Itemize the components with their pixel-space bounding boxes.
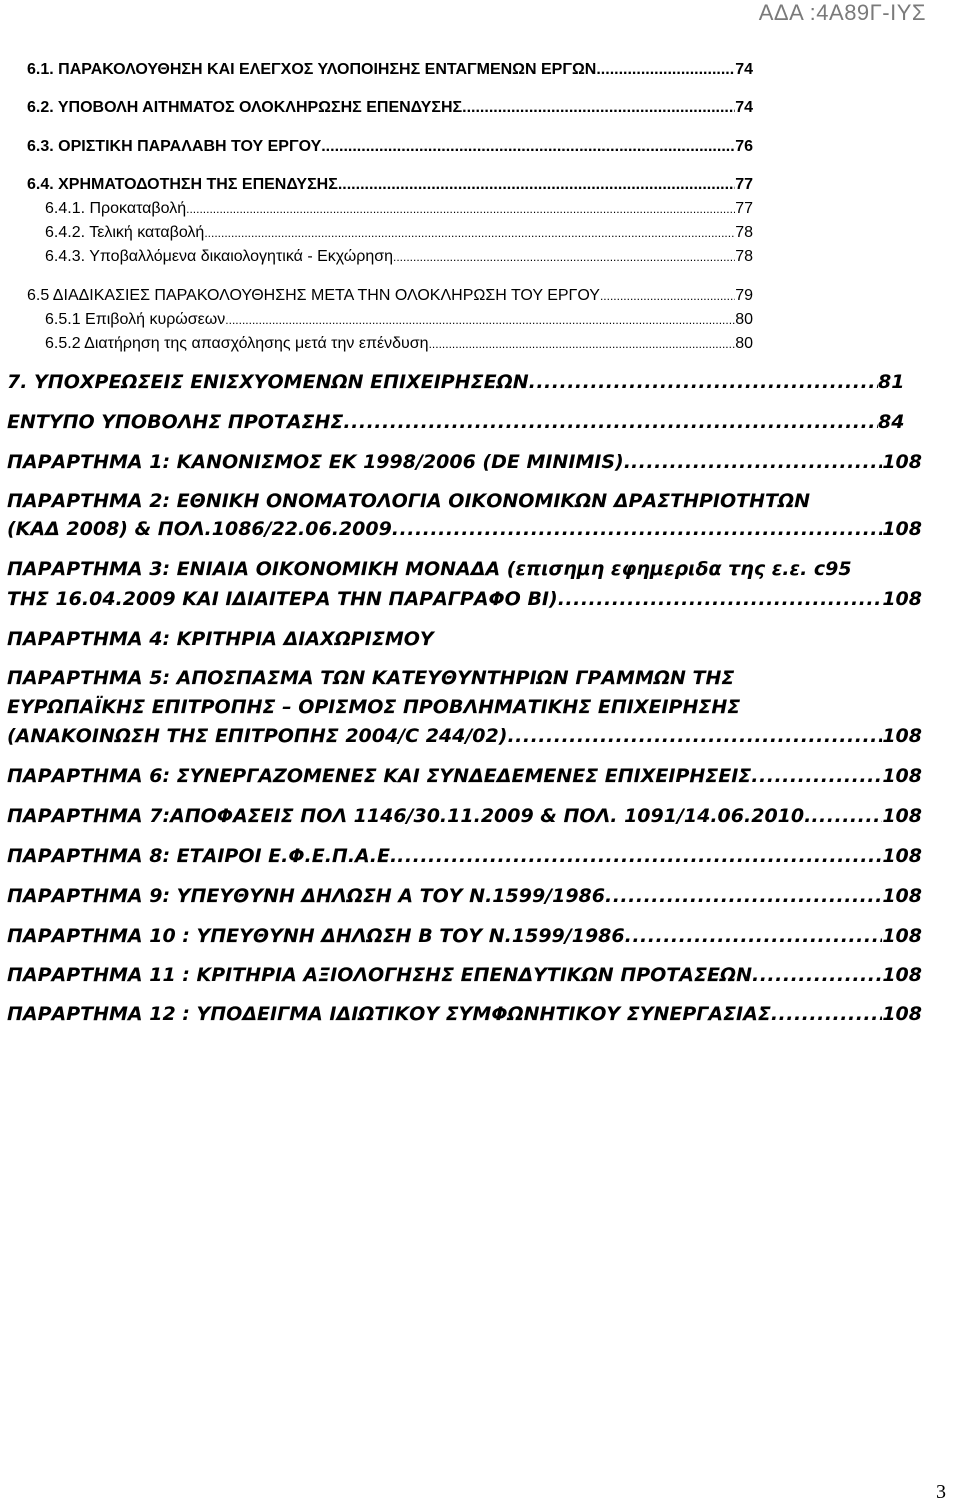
toc-entry-6-3[interactable] [27,138,753,156]
toc-entry-6-5-1[interactable] [45,311,753,329]
toc-entry-7[interactable] [7,371,922,393]
toc-entry-title: ΠΑΡΑΡΤΗΜΑ 6: ΣΥΝΕΡΓΑΖΟΜΕΝΕΣ ΚΑΙ ΣΥΝΔΕΔΕΜΕΝΕΣ ΕΠΙΧΕΙΡΗΣΕΙΣ [7,765,752,787]
toc-entry-6-4-1[interactable] [45,200,753,218]
toc-entry-6-1[interactable] [27,61,753,79]
toc-entry-page: 76 [735,138,753,155]
toc-entry-page: 108 [882,725,922,747]
toc-entry-title: (ΚΑΔ 2008) & ΠΟΛ.1086/22.06.2009 [7,518,392,540]
toc-entry-title: 6.5 ΔΙΑΔΙΚΑΣΙΕΣ ΠΑΡΑΚΟΛΟΥΘΗΣΗΣ ΜΕΤΑ ΤΗΝ ΟΛΟΚΛΗΡΩΣΗ ΤΟΥ ΕΡΓΟΥ [27,287,600,304]
toc-entry-6-5[interactable] [27,287,753,305]
toc-entry-title: 6.2. ΥΠΟΒΟΛΗ ΑΙΤΗΜΑΤΟΣ ΟΛΟΚΛΗΡΩΣΗΣ ΕΠΕΝΔΥΣΗΣ [27,99,463,116]
toc-entry-title: 6.4.3. Υποβαλλόμενα δικαιολογητικά - Εκχώρηση [45,248,393,265]
toc-entry-appendix-3-line1: ΠΑΡΑΡΤΗΜΑ 3: ΕΝΙΑΙΑ ΟΙΚΟΝΟΜΙΚΗ ΜΟΝΑΔΑ (επισημη εφημεριδα της ε.ε. c95 [7,558,852,580]
toc-entry-title: 6.3. ΟΡΙΣΤΙΚΗ ΠΑΡΑΛΑΒΗ ΤΟΥ ΕΡΓΟΥ [27,138,322,155]
toc-entry-title: 7. ΥΠΟΧΡΕΩΣΕΙΣ ΕΝΙΣΧΥΟΜΕΝΩΝ ΕΠΙΧΕΙΡΗΣΕΩΝ [7,371,529,393]
toc-entry-title: ΠΑΡΑΡΤΗΜΑ 7:ΑΠΟΦΑΣΕΙΣ ΠΟΛ 1146/30.11.2009 & ΠΟΛ. 1091/14.06.2010. [7,805,812,827]
toc-entry-page: 108 [882,1003,922,1025]
toc-entry-title: ΠΑΡΑΡΤΗΜΑ 10 : ΥΠΕΥΘΥΝΗ ΔΗΛΩΣΗ Β ΤΟΥ Ν.1599/1986 [7,925,625,947]
toc-entry-6-5-2[interactable] [45,335,753,353]
toc-entry-appendix-8[interactable] [7,845,922,867]
toc-entry-title: ΠΑΡΑΡΤΗΜΑ 11 : ΚΡΙΤΗΡΙΑ ΑΞΙΟΛΟΓΗΣΗΣ ΕΠΕΝΔΥΤΙΚΩΝ ΠΡΟΤΑΣΕΩΝ [7,964,752,986]
toc-entry-page: 84 [878,411,905,433]
toc-entry-appendix-9[interactable] [7,885,922,907]
toc-entry-page: 78 [735,224,753,241]
toc-entry-appendix-10[interactable] [7,925,922,947]
ada-code: ΑΔΑ :4Α89Γ-ΙΥΣ [758,0,926,25]
toc-entry-page: 108 [882,925,922,947]
toc-entry-page: 80 [735,335,753,352]
toc-entry-title: ΠΑΡΑΡΤΗΜΑ 12 : ΥΠΟΔΕΙΓΜΑ ΙΔΙΩΤΙΚΟΥ ΣΥΜΦΩΝΗΤΙΚΟΥ ΣΥΝΕΡΓΑΣΙΑΣ [7,1003,771,1025]
toc-entry-title: 6.4. ΧΡΗΜΑΤΟΔΟΤΗΣΗ ΤΗΣ ΕΠΕΝΔΥΣΗΣ [27,176,338,193]
toc-entry-appendix-11[interactable] [7,964,922,986]
toc-entry-page: 74 [735,99,753,116]
toc-entry-title: ΠΑΡΑΡΤΗΜΑ 8: ΕΤΑΙΡΟΙ Ε.Φ.Ε.Π.Α.Ε. [7,845,398,867]
toc-entry-6-4-3[interactable] [45,248,753,266]
toc-entry-page: 108 [882,588,922,610]
toc-entry-appendix-12[interactable] [7,1003,922,1025]
toc-entry-page: 77 [735,176,753,193]
toc-entry-6-2[interactable] [27,99,753,117]
toc-entry-appendix-1[interactable] [7,451,922,473]
toc-entry-title: 6.4.1. Προκαταβολή [45,200,187,217]
toc-entry-form[interactable] [7,411,922,433]
toc-entry-title: 6.1. ΠΑΡΑΚΟΛΟΥΘΗΣΗ ΚΑΙ ΕΛΕΓΧΟΣ ΥΛΟΠΟΙΗΣΗΣ ΕΝΤΑΓΜΕΝΩΝ ΕΡΓΩΝ [27,61,597,78]
toc-entry-page: 81 [878,371,905,393]
toc-entry-appendix-2-line1: ΠΑΡΑΡΤΗΜΑ 2: ΕΘΝΙΚΗ ΟΝΟΜΑΤΟΛΟΓΙΑ ΟΙΚΟΝΟΜΙΚΩΝ ΔΡΑΣΤΗΡΙΟΤΗΤΩΝ [7,490,811,512]
toc-entry-appendix-5-line2: ΕΥΡΩΠΑΪΚΗΣ ΕΠΙΤΡΟΠΗΣ – ΟΡΙΣΜΟΣ ΠΡΟΒΛΗΜΑΤΙΚΗΣ ΕΠΙΧΕΙΡΗΣΗΣ [7,696,741,718]
toc-entry-appendix-3[interactable] [7,588,922,610]
toc-entry-page: 108 [882,885,922,907]
page-number: 3 [936,1481,946,1503]
toc-entry-title: 6.5.1 Επιβολή κυρώσεων [45,311,226,328]
toc-entry-page: 108 [882,765,922,787]
toc-entry-6-4-2[interactable] [45,224,753,242]
toc-entry-appendix-4[interactable]: ΠΑΡΑΡΤΗΜΑ 4: ΚΡΙΤΗΡΙΑ ΔΙΑΧΩΡΙΣΜΟΥ [7,628,434,650]
toc-entry-page: 108 [882,964,922,986]
toc-entry-appendix-5-line1: ΠΑΡΑΡΤΗΜΑ 5: ΑΠΟΣΠΑΣΜΑ ΤΩΝ ΚΑΤΕΥΘΥΝΤΗΡΙΩΝ ΓΡΑΜΜΩΝ ΤΗΣ [7,667,735,689]
toc-entry-title: ΤΗΣ 16.04.2009 ΚΑΙ ΙΔΙΑΙΤΕΡΑ ΤΗΝ ΠΑΡΑΓΡΑΦΟ ΒΙ) [7,588,558,610]
toc-entry-page: 108 [882,451,922,473]
toc-entry-title: ΠΑΡΑΡΤΗΜΑ 1: ΚΑΝΟΝΙΣΜΟΣ ΕΚ 1998/2006 (DE MINIMIS). [7,451,631,473]
toc-entry-title: 6.5.2 Διατήρηση της απασχόλησης μετά την επένδυση [45,335,429,352]
toc-entry-title: 6.4.2. Τελική καταβολή [45,224,205,241]
toc-entry-page: 74 [735,61,753,78]
toc-entry-title: ΠΑΡΑΡΤΗΜΑ 9: ΥΠΕΥΘΥΝΗ ΔΗΛΩΣΗ Α ΤΟΥ Ν.1599/1986 [7,885,605,907]
toc-entry-title: (ΑΝΑΚΟΙΝΩΣΗ ΤΗΣ ΕΠΙΤΡΟΠΗΣ 2004/C 244/02) [7,725,508,747]
toc-entry-6-4[interactable] [27,176,753,194]
toc-entry-page: 108 [882,518,922,540]
toc-entry-appendix-6[interactable] [7,765,922,787]
toc-entry-appendix-7[interactable] [7,805,922,827]
toc-entry-title: ΕΝΤΥΠΟ ΥΠΟΒΟΛΗΣ ΠΡΟΤΑΣΗΣ [7,411,344,433]
toc-entry-page: 79 [735,287,753,304]
toc-entry-appendix-5[interactable] [7,725,922,747]
toc-entry-page: 77 [735,200,753,217]
toc-entry-appendix-2[interactable] [7,518,922,540]
toc-entry-page: 80 [735,311,753,328]
toc-entry-page: 108 [882,845,922,867]
toc-entry-page: 78 [735,248,753,265]
toc-entry-page: 108 [882,805,922,827]
